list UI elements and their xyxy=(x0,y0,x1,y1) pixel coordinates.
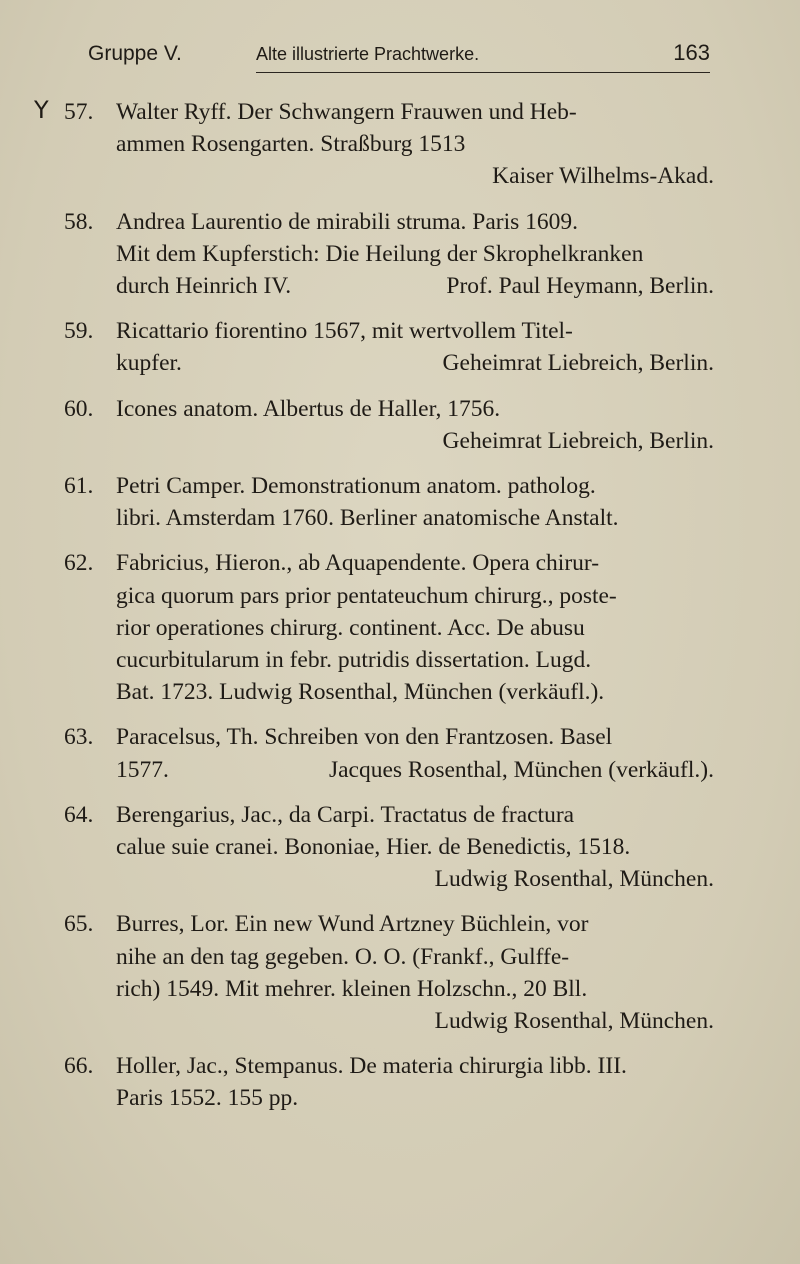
entry-text: durch Heinrich IV. xyxy=(116,273,292,300)
entry-line: Berengarius, Jac., da Carpi. Tractatus de fractura xyxy=(116,801,575,828)
entry-list xyxy=(64,96,714,1128)
entry-line: Fabricius, Hieron., ab Aquapendente. Opera chirur- xyxy=(116,550,600,577)
entry-owner: Geheimrat Liebreich, Berlin. xyxy=(442,427,714,454)
page-number: 163 xyxy=(673,40,710,65)
entry-line: ammen Rosengarten. Straßburg 1513 xyxy=(116,131,466,158)
entry-number: 60. xyxy=(64,395,94,422)
entry-owner: Kaiser Wilhelms-Akad. xyxy=(492,163,714,190)
entry-57 xyxy=(64,96,714,193)
entry-61 xyxy=(64,470,714,534)
entry-number: 65. xyxy=(64,911,94,938)
entry-line: calue suie cranei. Bononiae, Hier. de Benedictis, 1518. xyxy=(116,834,631,861)
entry-number: 62. xyxy=(64,550,94,577)
entry-line: Ricattario fiorentino 1567, mit wertvollem Titel- xyxy=(116,318,573,345)
entry-66 xyxy=(64,1050,714,1114)
entry-line: Bat. 1723. Ludwig Rosenthal, München (verkäufl.). xyxy=(116,679,605,706)
entry-line: Paris 1552. 155 pp. xyxy=(116,1085,299,1112)
entry-number: 58. xyxy=(64,208,94,235)
running-header xyxy=(88,38,710,74)
entry-owner: Jacques Rosenthal, München (verkäufl.). xyxy=(328,756,714,783)
entry-line: Petri Camper. Demonstrationum anatom. patholog. xyxy=(116,473,596,500)
entry-owner: Ludwig Rosenthal, München. xyxy=(434,866,714,893)
entry-number: 59. xyxy=(64,318,94,345)
entry-62 xyxy=(64,547,714,708)
entry-line-split xyxy=(116,270,714,302)
entry-64 xyxy=(64,799,714,896)
group-label: Gruppe V. xyxy=(88,42,182,65)
entry-owner: Prof. Paul Heymann, Berlin. xyxy=(446,273,714,300)
entry-59 xyxy=(64,315,714,379)
entry-63 xyxy=(64,721,714,785)
entry-line: Burres, Lor. Ein new Wund Artzney Büchlein, vor xyxy=(116,911,589,938)
entry-line: Andrea Laurentio de mirabili struma. Paris 1609. xyxy=(116,208,579,235)
entry-line: Holler, Jac., Stempanus. De materia chirurgia libb. III. xyxy=(116,1053,627,1080)
entry-line: Paracelsus, Th. Schreiben von den Frantzosen. Basel xyxy=(116,724,613,751)
entry-line: Walter Ryff. Der Schwangern Frauwen und Heb- xyxy=(116,99,577,125)
entry-line-split xyxy=(116,754,714,786)
entry-line: gica quorum pars prior pentateuchum chirurg., poste- xyxy=(116,582,617,609)
entry-number: 66. xyxy=(64,1053,94,1080)
entry-line-split xyxy=(116,347,714,379)
entry-number: 61. xyxy=(64,473,94,500)
entry-line: Icones anatom. Albertus de Haller, 1756. xyxy=(116,395,501,422)
entry-owner: Ludwig Rosenthal, München. xyxy=(434,1008,714,1035)
section-title: Alte illustrierte Prachtwerke. xyxy=(256,44,480,64)
margin-mark: Y xyxy=(34,96,49,124)
entry-58 xyxy=(64,206,714,303)
entry-60 xyxy=(64,393,714,457)
entry-line: rich) 1549. Mit mehrer. kleinen Holzschn., 20 Bll. xyxy=(116,975,588,1002)
entry-line: Mit dem Kupferstich: Die Heilung der Skrophelkranken xyxy=(116,240,644,267)
entry-65 xyxy=(64,908,714,1037)
entry-line: libri. Amsterdam 1760. Berliner anatomische Anstalt. xyxy=(116,505,619,532)
entry-number: 64. xyxy=(64,801,94,828)
entry-line: cucurbitularum in febr. putridis dissertation. Lugd. xyxy=(116,647,592,674)
entry-number: 63. xyxy=(64,724,94,751)
entry-number: 57. xyxy=(64,99,94,125)
entry-line: rior operationes chirurg. continent. Acc. De abusu xyxy=(116,614,585,641)
entry-owner: Geheimrat Liebreich, Berlin. xyxy=(442,350,714,377)
header-rule xyxy=(256,72,710,73)
entry-text: kupfer. xyxy=(116,350,182,377)
entry-text: 1577. xyxy=(116,756,169,783)
entry-line: nihe an den tag gegeben. O. O. (Frankf., Gulffe- xyxy=(116,943,570,970)
